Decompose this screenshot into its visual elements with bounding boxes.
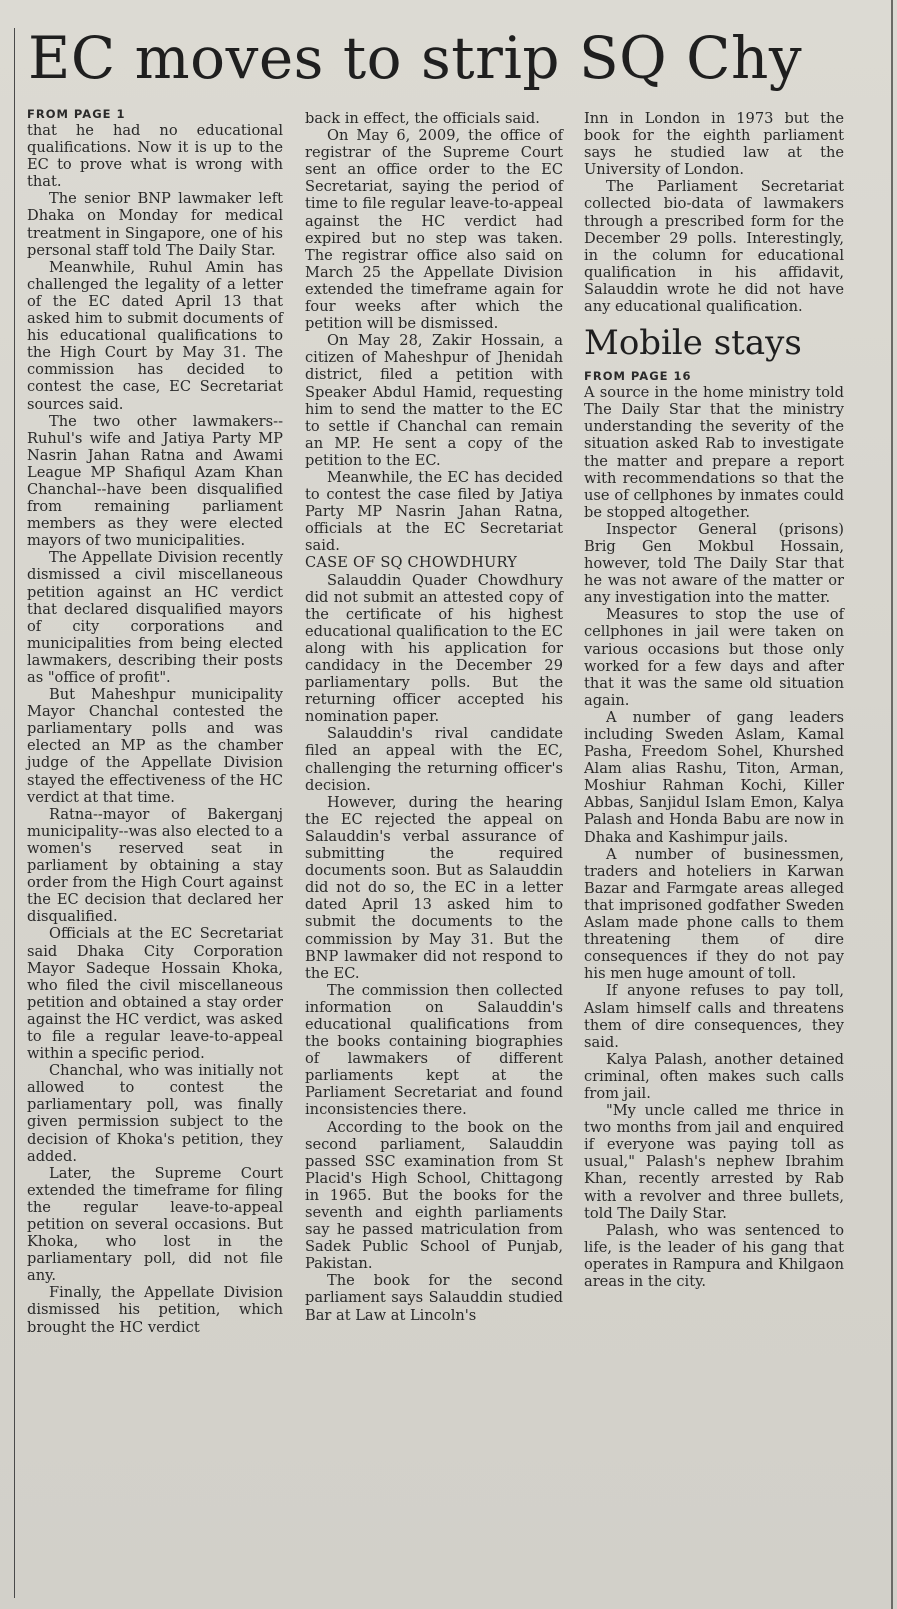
paragraph: Inn in London in 1973 but the book for the eighth parliament says he studied law at the University of London. [584,110,844,179]
column-rule [14,28,15,1598]
paragraph: If anyone refuses to pay toll, Aslam himself calls and threatens them of dire consequences, they said. [584,982,844,1051]
paragraph: Measures to stop the use of cellphones in jail were taken on various occasions but those only worked for a few days and after that it was the same old situation again. [584,606,844,709]
article-column-1 [27,107,283,1336]
paragraph: Salauddin Quader Chowdhury did not submit an attested copy of the certificate of his highest educational qualification to the EC along with his application for candidacy in the December 29 parliamentary polls. But the returning officer accepted his nomination paper. [305,571,563,726]
paragraph: Inspector General (prisons) Brig Gen Mokbul Hossain, however, told The Daily Star that he was not aware of the matter or any investigation into the matter. [584,520,844,607]
paragraph: On May 6, 2009, the office of registrar of the Supreme Court sent an office order to the EC Secretariat, saying the period of time to file regular leave-to-appeal against the HC verdict had expired but no step was taken. The registrar office also said on March 25 the Appellate Division extended the timeframe again for four weeks after which the petition will be dismissed. [305,127,563,333]
paragraph: "My uncle called me thrice in two months from jail and enquired if everyone was paying toll as usual," Palash's nephew Ibrahim Khan, recently arrested by Rab with a revolver and three bullets, told The Daily Star. [584,1102,844,1222]
paragraph: The two other lawmakers--Ruhul's wife and Jatiya Party MP Nasrin Jahan Ratna and Awami League MP Shafiqul Azam Khan Chanchal--have been disqualified from remaining parliament members as they were elected mayors of two municipalities. [27,412,283,550]
paragraph: back in effect, the officials said. [305,110,540,127]
paragraph: A number of gang leaders including Sweden Aslam, Kamal Pasha, Freedom Sohel, Khurshed Alam alias Rashu, Titon, Arman, Moshiur Rahman Kochi, Killer Abbas, Sanjidul Islam Emon, Kalya Palash and Honda Babu are now in Dhaka and Kashimpur jails. [584,708,844,846]
paragraph: Salauddin's rival candidate filed an appeal with the EC, challenging the returning officer's decision. [305,725,563,794]
section-heading: CASE OF SQ CHOWDHURY [305,554,518,572]
paragraph: Officials at the EC Secretariat said Dhaka City Corporation Mayor Sadeque Hossain Khoka, who filed the civil miscellaneous petition and obtained a stay order against the HC verdict, was asked to file a regular leave-to-appeal within a specific period. [27,925,283,1063]
paragraph: A source in the home ministry told The Daily Star that the ministry understanding the severity of the situation asked Rab to investigate the matter and prepare a report with recommendations so that the use of cellphones by inmates could be stopped altogether. [584,384,844,521]
jump-kicker: FROM PAGE 1 [27,107,126,121]
paragraph: Meanwhile, Ruhul Amin has challenged the legality of a letter of the EC dated April 13 that asked him to submit documents of his educational qualifications to the High Court by May 31. The commission has decided to contest the case, EC Secretariat sources said. [27,258,283,413]
paragraph: Chanchal, who was initially not allowed to contest the parliamentary poll, was finally given permission subject to the decision of Khoka's petition, they added. [27,1062,283,1165]
paragraph: The Appellate Division recently dismissed a civil miscellaneous petition against an HC verdict that declared disqualified mayors of city corporations and municipalities from being elected lawmakers, describing their posts as "office of profit". [27,549,283,686]
paragraph: The senior BNP lawmaker left Dhaka on Monday for medical treatment in Singapore, one of his personal staff told The Daily Star. [27,190,283,259]
jump-kicker: FROM PAGE 16 [584,369,692,384]
paragraph: Finally, the Appellate Division dismissed his petition, which brought the HC verdict [27,1284,283,1336]
paragraph: But Maheshpur municipality Mayor Chanchal contested the parliamentary polls and was elected an MP as the chamber judge of the Appellate Division stayed the effectiveness of the HC verdict at that time. [27,686,283,806]
article-column-2 [305,110,563,1324]
paragraph: Kalya Palash, another detained criminal, often makes such calls from jail. [584,1050,844,1102]
paragraph: Palash, who was sentenced to life, is the leader of his gang that operates in Rampura and Khilgaon areas in the city. [584,1221,844,1290]
paragraph: However, during the hearing the EC rejected the appeal on Salauddin's verbal assurance of submitting the required documents soon. But as Salauddin did not do so, the EC in a letter dated April 13 asked him to submit the documents to the commission by May 31. But the BNP lawmaker did not respond to the EC. [305,793,563,982]
paragraph: The book for the second parliament says Salauddin studied Bar at Law at Lincoln's [305,1272,563,1324]
page-edge [891,0,893,1609]
paragraph: A number of businessmen, traders and hoteliers in Karwan Bazar and Farmgate areas alleged that imprisoned godfather Sweden Aslam made phone calls to them threatening them of dire consequences if they do not pay his men huge amount of toll. [584,845,844,983]
paragraph: that he had no educational qualifications. Now it is up to the EC to prove what is wrong with that. [27,122,283,191]
paragraph: Meanwhile, the EC has decided to contest the case filed by Jatiya Party MP Nasrin Jahan Ratna, officials at the EC Secretariat said. [305,468,563,555]
paragraph: The commission then collected information on Salauddin's educational qualifications from the books containing biographies of lawmakers of different parliaments kept at the Parliament Secretariat and found inconsistencies there. [305,981,563,1119]
article-subhead: Mobile stays [584,323,802,364]
paragraph: The Parliament Secretariat collected bio-data of lawmakers through a prescribed form for the December 29 polls. Interestingly, in the column for educational qualification in his affidavit, Salauddin wrote he did not have any educational qualification. [584,178,844,316]
paragraph: On May 28, Zakir Hossain, a citizen of Maheshpur of Jhenidah district, filed a petition with Speaker Abdul Hamid, requesting him to send the matter to the EC to settle if Chanchal can remain an MP. He sent a copy of the petition to the EC. [305,332,563,469]
paragraph: According to the book on the second parliament, Salauddin passed SSC examination from St Placid's High School, Chittagong in 1965. But the books for the seventh and eighth parliaments say he passed matriculation from Sadek Public School of Punjab, Pakistan. [305,1118,563,1273]
paragraph: Ratna--mayor of Bakerganj municipality--was also elected to a women's reserved seat in parliament by obtaining a stay order from the High Court against the EC decision that declared her disqualified. [27,805,283,926]
paragraph: Later, the Supreme Court extended the timeframe for filing the regular leave-to-appeal petition on several occasions. But Khoka, who lost in the parliamentary poll, did not file any. [27,1164,283,1285]
article-column-3 [584,110,844,1290]
headline: EC moves to strip SQ Chy [28,24,803,92]
